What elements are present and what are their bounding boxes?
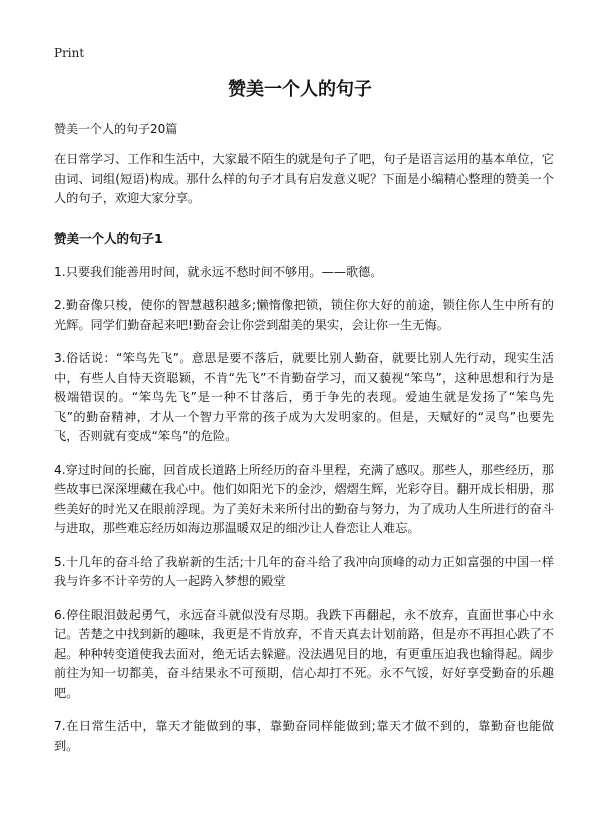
- document-body: [54, 150, 554, 770]
- list-item: 4.穿过时间的长廊，回首成长道路上所经历的奋斗里程，充满了感叹。那些人，那些经历，那些故事已深深埋藏在我心中。他们如阳光下的金沙，熠熠生辉，光彩夺目。翻开成长相册，那些美好的时光又在眼前浮现。为了美好未来所付出的勤奋与努力，为了成功人生所进行的奋斗与进取，那些难忘经历如海边那温暖双足的细沙让人眷恋让人难忘。: [54, 462, 554, 535]
- page-title: 赞美一个人的句子: [228, 79, 372, 100]
- document-subtitle: 赞美一个人的句子20篇: [54, 122, 178, 136]
- intro-paragraph: 在日常学习、工作和生活中，大家最不陌生的就是句子了吧，句子是语言运用的基本单位，它由词、词组(短语)构成。那什么样的句子才具有启发意义呢？下面是小编精心整理的赞美一个人的句子，欢迎大家分享。: [54, 152, 554, 205]
- list-item: 3.俗话说：“笨鸟先飞”。意思是要不落后，就要比别人勤奋，就要比别人先行动，现实生活中，有些人自恃天资聪颖，不肯“先飞”不肯勤奋学习，而又藐视“笨鸟”，这种思想和行为是极端错误的。“笨鸟先飞”是一种不甘落后，勇于争先的表现。爱迪生就是发扬了“笨鸟先飞”的勤奋精神，才从一个智力平常的孩子成为大发明家的。但是，天赋好的“灵鸟”也要先飞，否则就有变成“笨鸟”的危险。: [54, 351, 554, 443]
- list-item: 2.勤奋像只梭，使你的智慧越积越多;懒惰像把锁，锁住你大好的前途，锁住你人生中所有的光辉。同学们勤奋起来吧!勤奋会让你尝到甜美的果实，会让你一生无悔。: [54, 298, 554, 332]
- list-item: 5.十几年的奋斗给了我崭新的生活;十几年的奋斗给了我冲向顶峰的动力正如富强的中国一样我与许多不计辛劳的人一起跨入梦想的殿堂: [54, 554, 554, 588]
- list-item: 6.停住眼泪鼓起勇气，永远奋斗就似没有尽期。我跌下再翻起，永不放弃，直面世事心中永记。苦楚之中找到新的趣味，我更是不肯放弃，不肯天真去计划前路，但是亦不再担心跌了不起。种种转变道使我去面对，绝无话去躲避。没法遇见目的地，有更重压迫我也输得起。阔步前往为知一切都美，奋斗结果永不可预期，信心却打不死。永不气馁，好好享受勤奋的乐趣吧。: [54, 607, 554, 700]
- print-link[interactable]: Print: [54, 46, 85, 60]
- list-item: 1.只要我们能善用时间，就永远不愁时间不够用。——歌德。: [54, 264, 383, 279]
- list-item: 7.在日常生活中，靠天才能做到的事，靠勤奋同样能做到;靠天才做不到的，靠勤奋也能做到。: [54, 719, 554, 753]
- section-heading: 赞美一个人的句子1: [54, 230, 163, 246]
